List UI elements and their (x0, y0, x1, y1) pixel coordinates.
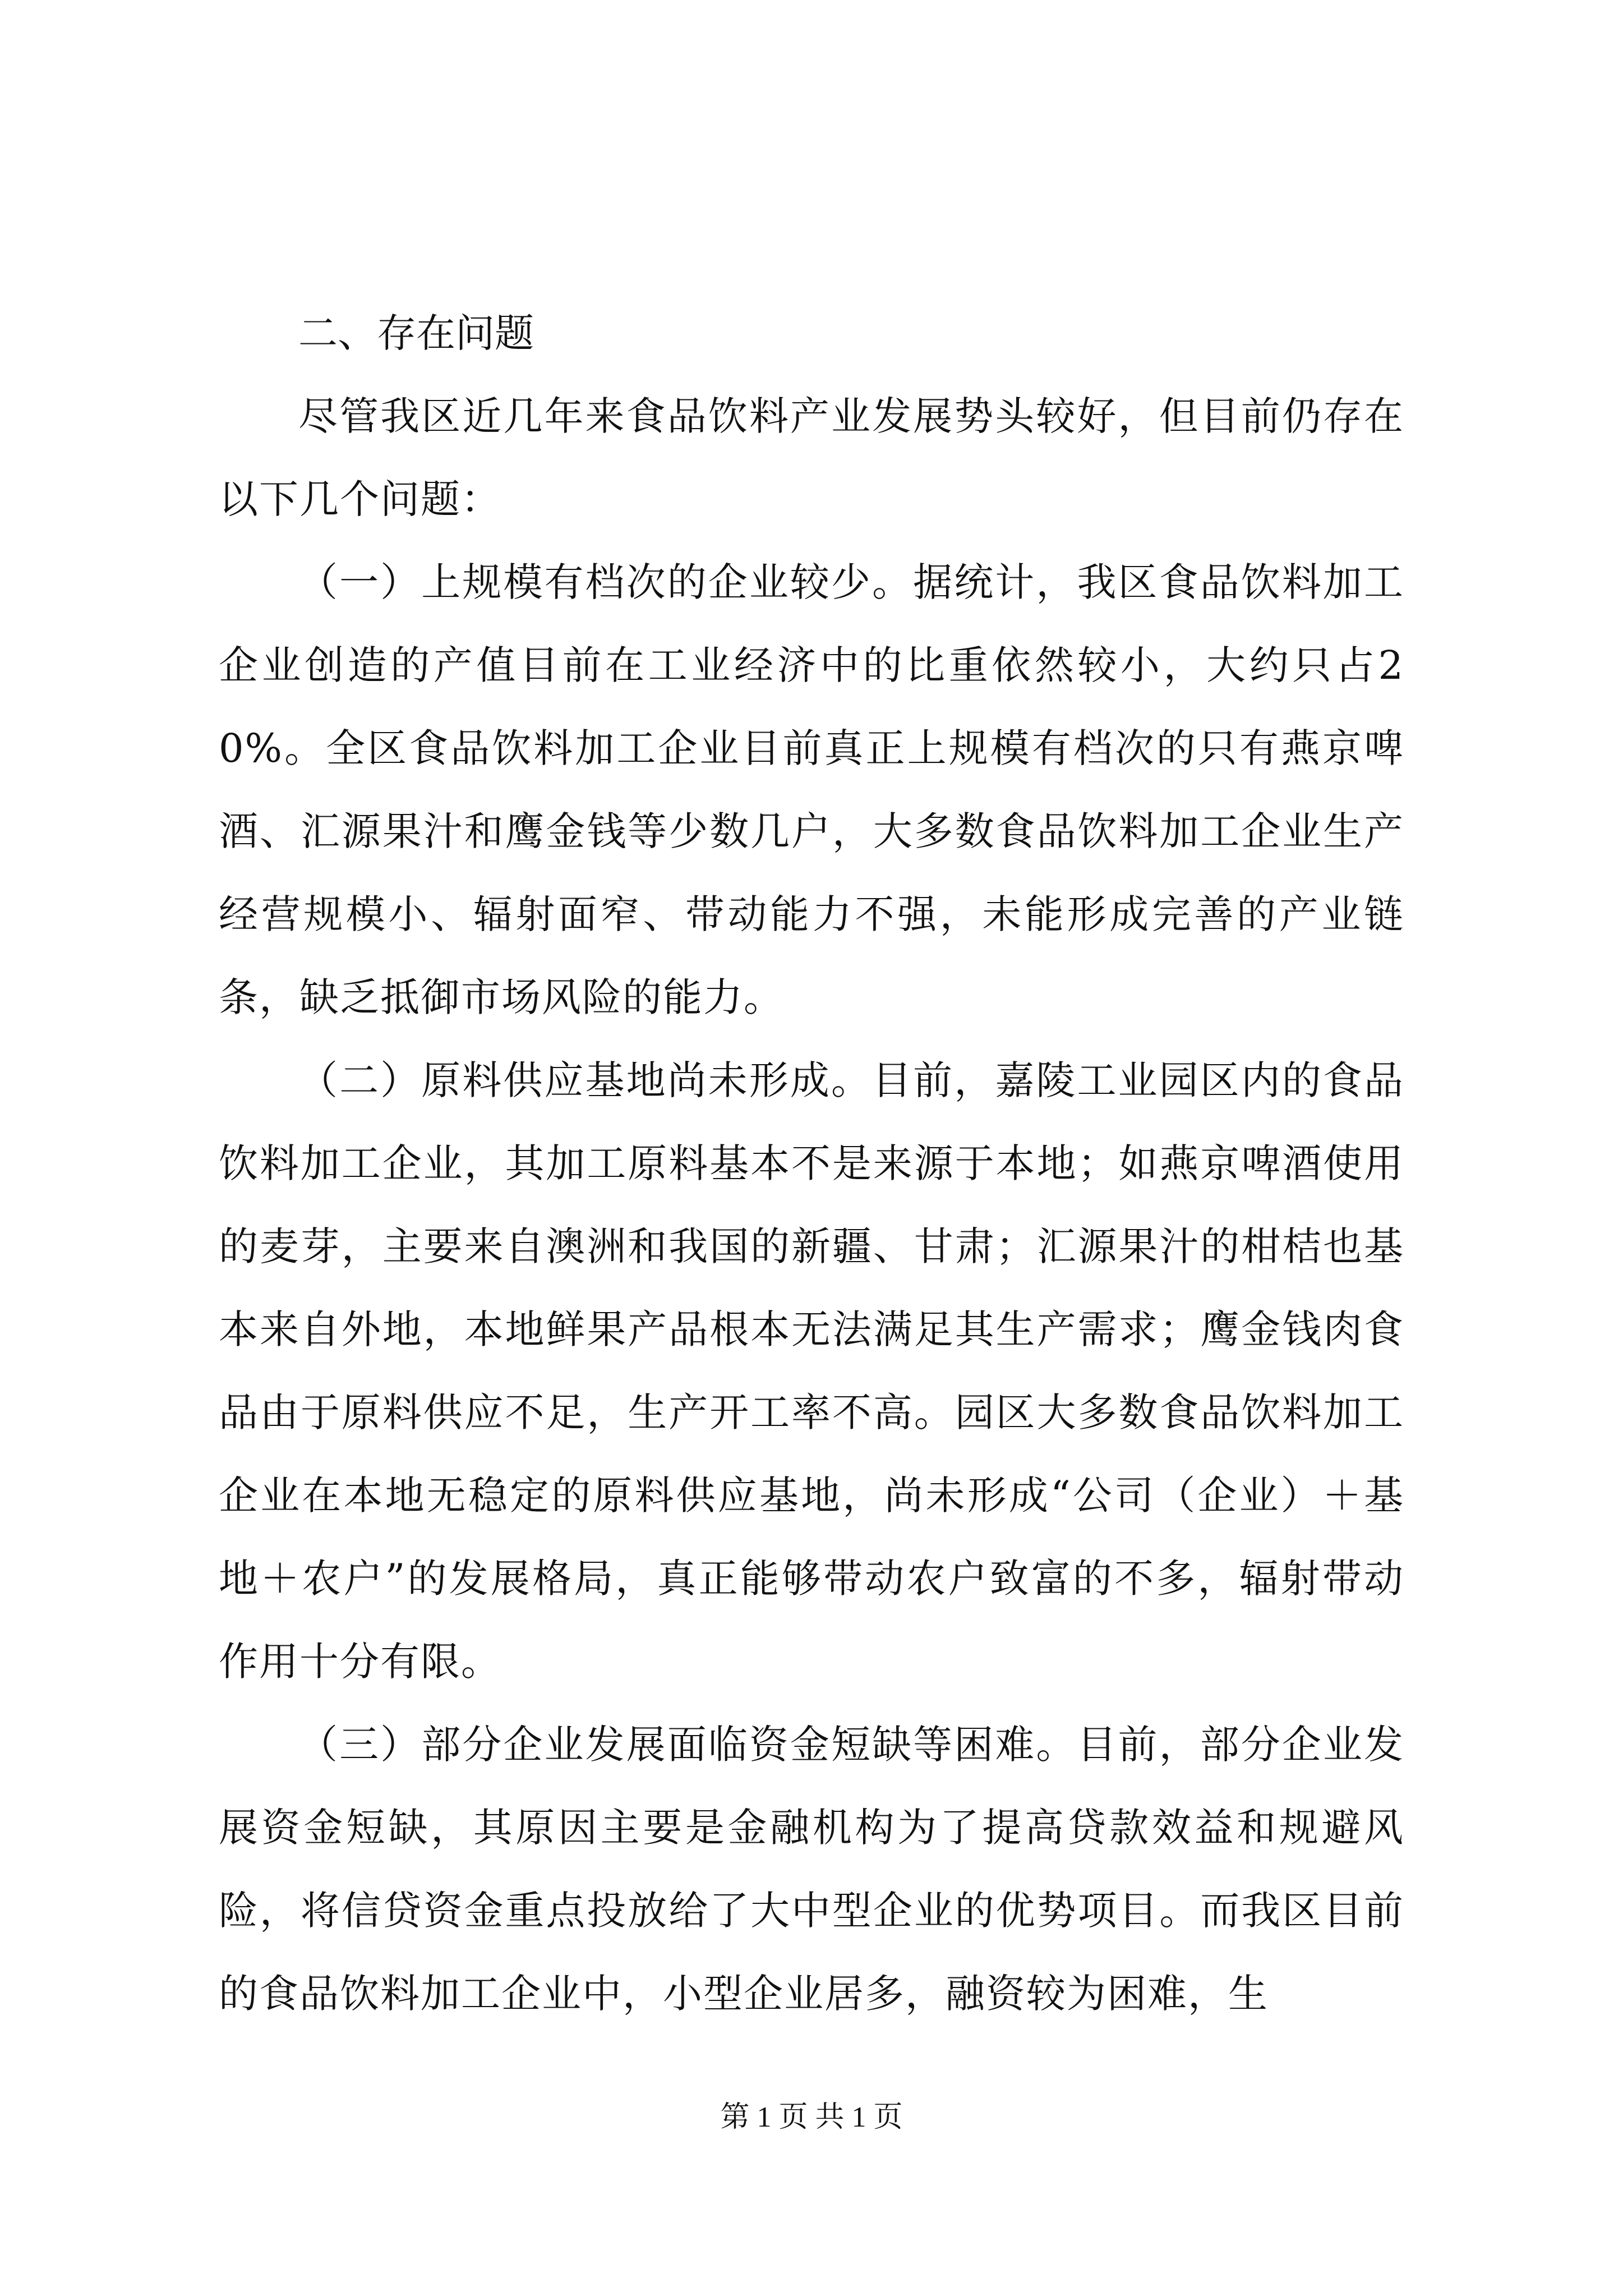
section-heading: 二、存在问题 (298, 310, 534, 356)
document-body (219, 292, 1404, 2035)
problem-one-paragraph: （一）上规模有档次的企业较少。据统计，我区食品饮料加工企业创造的产值目前在工业经济中的比重依然较小，大约只占20%。全区食品饮料加工企业目前真正上规模有档次的只有燕京啤酒、汇源果汁和鹰金钱等少数几户，大多数食品饮料加工企业生产经营规模小、辐射面窄、带动能力不强，未能形成完善的产业链条，缺乏抵御市场风险的能力。 (219, 559, 1404, 1020)
page-number-footer: 第 1 页 共 1 页 (720, 2101, 903, 2133)
intro-paragraph: 尽管我区近几年来食品饮料产业发展势头较好，但目前仍存在以下几个问题： (219, 393, 1404, 522)
problem-two-paragraph: （二）原料供应基地尚未形成。目前，嘉陵工业园区内的食品饮料加工企业，其加工原料基本不是来源于本地；如燕京啤酒使用的麦芽，主要来自澳洲和我国的新疆、甘肃；汇源果汁的柑桔也基本来自外地，本地鲜果产品根本无法满足其生产需求；鹰金钱肉食品由于原料供应不足，生产开工率不高。园区大多数食品饮料加工企业在本地无稳定的原料供应基地，尚未形成“公司（企业）＋基地＋农户”的发展格局，真正能够带动农户致富的不多，辐射带动作用十分有限。 (219, 1057, 1404, 1685)
problem-three-paragraph: （三）部分企业发展面临资金短缺等困难。目前，部分企业发展资金短缺，其原因主要是金融机构为了提高贷款效益和规避风险，将信贷资金重点投放给了大中型企业的优势项目。而我区目前的食品饮料加工企业中，小型企业居多，融资较为困难，生 (219, 1722, 1404, 2017)
